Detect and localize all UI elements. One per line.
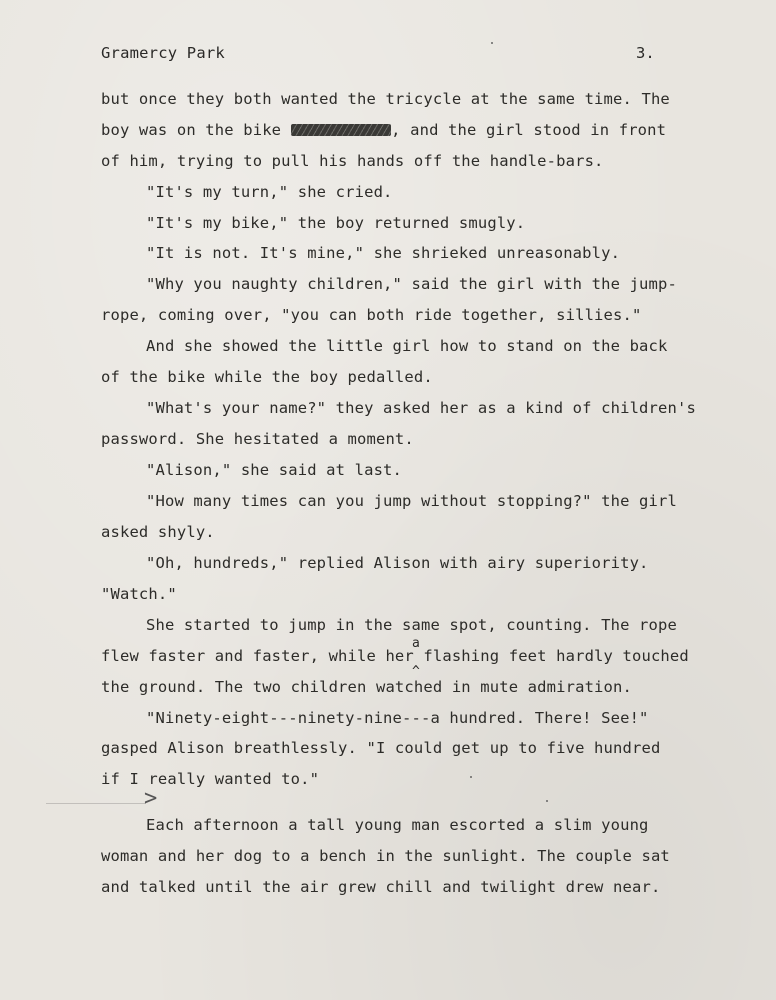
page-header-title: Gramercy Park <box>101 44 225 62</box>
margin-guide-line <box>46 803 146 804</box>
text-line: "It's my bike," the boy returned smugly. <box>146 214 526 232</box>
text-line: "Oh, hundreds," replied Alison with airy superiority. <box>146 554 649 572</box>
text-line: "It is not. It's mine," she shrieked unreasonably. <box>146 244 621 262</box>
text-line: woman and her dog to a bench in the sunlight. The couple sat <box>101 847 670 865</box>
text-line: "Alison," she said at last. <box>146 461 403 479</box>
text-line: rope, coming over, "you can both ride together, sillies." <box>101 306 642 324</box>
inserted-letter-mark: a <box>412 636 420 651</box>
text-line: of him, trying to pull his hands off the handle-bars. <box>101 152 604 170</box>
text-line: password. She hesitated a moment. <box>101 430 414 448</box>
text-line: "What's your name?" they asked her as a kind of children's <box>146 399 696 417</box>
paper-speck <box>470 776 472 778</box>
text-line: "It's my turn," she cried. <box>146 183 393 201</box>
text-line: And she showed the little girl how to stand on the back <box>146 337 668 355</box>
margin-chevron-mark: > <box>144 786 158 811</box>
caret-mark: ^ <box>412 664 420 679</box>
text-line: asked shyly. <box>101 523 215 541</box>
text-line: Each afternoon a tall young man escorted a slim young <box>146 816 649 834</box>
paper-speck <box>546 800 548 802</box>
text-line: of the bike while the boy pedalled. <box>101 368 433 386</box>
text-line: if I really wanted to." <box>101 770 320 788</box>
text-line: She started to jump in the same spot, counting. The rope <box>146 616 677 634</box>
text-line: "Watch." <box>101 585 177 603</box>
text-line <box>101 121 666 139</box>
paper-speck <box>491 42 493 44</box>
page-number: 3. <box>636 44 655 62</box>
text-line: flew faster and faster, while her flashing feet hardly touched <box>101 647 689 665</box>
text-line-part: , and the girl stood in front <box>391 121 667 139</box>
text-line: "Ninety-eight---ninety-nine---a hundred. There! See!" <box>146 709 649 727</box>
text-line: gasped Alison breathlessly. "I could get up to five hundred <box>101 739 661 757</box>
text-line: the ground. The two children watched in mute admiration. <box>101 678 632 696</box>
text-line: "How many times can you jump without stopping?" the girl <box>146 492 677 510</box>
struck-out-text <box>291 124 391 136</box>
text-line: but once they both wanted the tricycle at the same time. The <box>101 90 670 108</box>
text-line-part: boy was on the bike <box>101 121 282 139</box>
text-line: and talked until the air grew chill and twilight drew near. <box>101 878 661 896</box>
text-line: "Why you naughty children," said the girl with the jump- <box>146 275 677 293</box>
